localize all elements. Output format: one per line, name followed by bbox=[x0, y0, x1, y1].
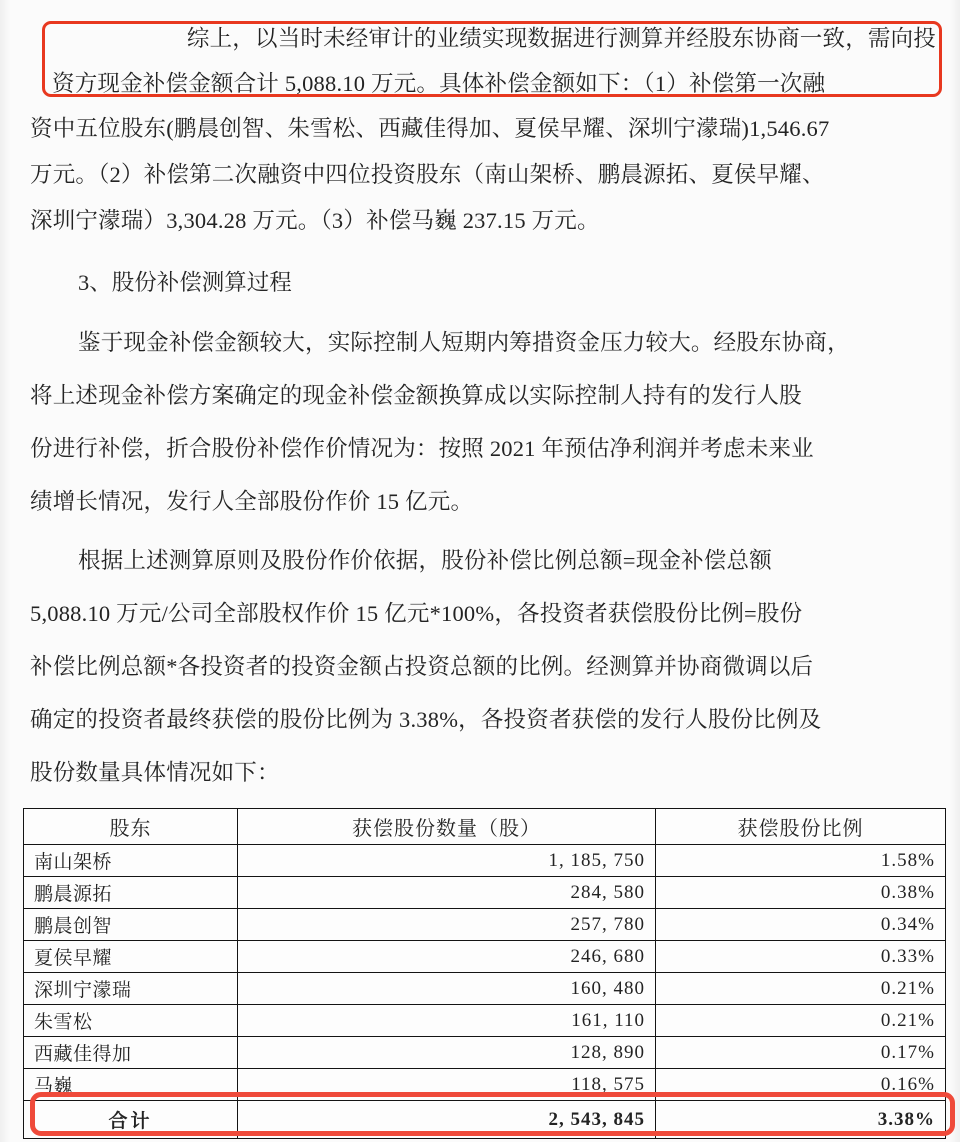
fourth-paragraph-line-1 bbox=[30, 538, 946, 591]
section-heading: 3、股份补偿测算过程 bbox=[78, 270, 292, 295]
table-row bbox=[24, 845, 946, 877]
cell-share-ratio: 0.34% bbox=[656, 909, 946, 941]
cell-shareholder: 南山架桥 bbox=[24, 845, 238, 877]
cell-shareholder: 夏侯早耀 bbox=[24, 941, 238, 973]
cell-total-share-ratio: 3.38% bbox=[656, 1101, 946, 1139]
cell-shareholder: 深圳宁濛瑞 bbox=[24, 973, 238, 1005]
cell-shareholder: 朱雪松 bbox=[24, 1005, 238, 1037]
second-paragraph-line-2: 万元。（2）补偿第二次融资中四位投资股东（南山架桥、鹏晨源拓、夏侯早耀、 bbox=[30, 162, 825, 187]
cell-share-count: 1, 185, 750 bbox=[238, 845, 656, 877]
third-paragraph bbox=[30, 320, 946, 532]
cell-total-share-count: 2, 543, 845 bbox=[238, 1101, 656, 1139]
cell-share-count: 257, 780 bbox=[238, 909, 656, 941]
page-edge-right bbox=[950, 0, 960, 1142]
table-row bbox=[24, 941, 946, 973]
table-row bbox=[24, 1005, 946, 1037]
fourth-paragraph-line-1-text: 根据上述测算原则及股份作价依据，股份补偿比例总额=现金补偿总额 bbox=[78, 548, 772, 573]
table-row bbox=[24, 973, 946, 1005]
cell-share-count: 161, 110 bbox=[238, 1005, 656, 1037]
third-paragraph-line-4: 绩增长情况，发行人全部股份作价 15 亿元。 bbox=[30, 489, 474, 514]
third-paragraph-line-2: 将上述现金补偿方案确定的现金补偿金额换算成以实际控制人持有的发行人股 bbox=[30, 383, 802, 408]
fourth-paragraph-line-4: 确定的投资者最终获偿的股份比例为 3.38%，各投资者获偿的发行人股份比例及 bbox=[30, 707, 822, 732]
second-paragraph-line-1: 资中五位股东(鹏晨创智、朱雪松、西藏佳得加、夏侯早耀、深圳宁濛瑞)1,546.67 bbox=[30, 116, 830, 141]
cell-share-ratio: 0.17% bbox=[656, 1037, 946, 1069]
cell-share-ratio: 0.21% bbox=[656, 973, 946, 1005]
third-paragraph-line-1 bbox=[30, 320, 946, 373]
fourth-paragraph-line-3: 补偿比例总额*各投资者的投资金额占投资总额的比例。经测算并协商微调以后 bbox=[30, 654, 814, 679]
share-compensation-table-wrapper bbox=[23, 808, 945, 1139]
share-compensation-table bbox=[23, 808, 946, 1139]
table-row bbox=[24, 909, 946, 941]
cell-shareholder: 鹏晨源拓 bbox=[24, 877, 238, 909]
cell-share-count: 284, 580 bbox=[238, 877, 656, 909]
cell-shareholder: 鹏晨创智 bbox=[24, 909, 238, 941]
cell-share-ratio: 0.21% bbox=[656, 1005, 946, 1037]
table-body bbox=[24, 845, 946, 1139]
cell-share-count: 118, 575 bbox=[238, 1069, 656, 1101]
column-header-share-count: 获偿股份数量（股） bbox=[238, 809, 656, 845]
fourth-paragraph bbox=[30, 538, 946, 803]
intro-paragraph-line-2: 资方现金补偿金额合计 5,088.10 万元。具体补偿金额如下：（1）补偿第一次融 bbox=[52, 71, 826, 96]
cell-share-ratio: 1.58% bbox=[656, 845, 946, 877]
cell-share-ratio: 0.33% bbox=[656, 941, 946, 973]
cell-share-ratio: 0.16% bbox=[656, 1069, 946, 1101]
first-line-indent bbox=[52, 16, 100, 61]
column-header-share-ratio: 获偿股份比例 bbox=[656, 809, 946, 845]
cell-shareholder: 西藏佳得加 bbox=[24, 1037, 238, 1069]
cell-share-count: 160, 480 bbox=[238, 973, 656, 1005]
fourth-paragraph-line-5: 股份数量具体情况如下： bbox=[30, 760, 280, 785]
third-paragraph-line-3: 份进行补偿，折合股份补偿作价情况为：按照 2021 年预估净利润并考虑未来业 bbox=[30, 436, 814, 461]
intro-paragraph-line-1 bbox=[52, 16, 936, 61]
table-total-row bbox=[24, 1101, 946, 1139]
table-row bbox=[24, 1069, 946, 1101]
table-row bbox=[24, 877, 946, 909]
cell-shareholder: 马巍 bbox=[24, 1069, 238, 1101]
second-paragraph-line-3: 深圳宁濛瑞）3,304.28 万元。（3）补偿马巍 237.15 万元。 bbox=[30, 208, 600, 233]
page-edge-left bbox=[0, 0, 10, 1142]
second-paragraph bbox=[30, 106, 946, 244]
table-row bbox=[24, 1037, 946, 1069]
intro-paragraph bbox=[52, 16, 936, 106]
intro-paragraph-line-1-text: 综上，以当时未经审计的业绩实现数据进行测算并经股东协商一致，需向投 bbox=[186, 26, 936, 51]
cell-share-count: 246, 680 bbox=[238, 941, 656, 973]
fourth-paragraph-line-2: 5,088.10 万元/公司全部股权作价 15 亿元*100%，各投资者获偿股份比例=股份 bbox=[30, 601, 803, 626]
column-header-shareholder: 股东 bbox=[24, 809, 238, 845]
cell-share-count: 128, 890 bbox=[238, 1037, 656, 1069]
cell-total-label: 合计 bbox=[24, 1101, 238, 1139]
cell-share-ratio: 0.38% bbox=[656, 877, 946, 909]
table-header-row bbox=[24, 809, 946, 845]
third-paragraph-line-1-text: 鉴于现金补偿金额较大，实际控制人短期内筹措资金压力较大。经股东协商， bbox=[78, 330, 850, 355]
table-header bbox=[24, 809, 946, 845]
